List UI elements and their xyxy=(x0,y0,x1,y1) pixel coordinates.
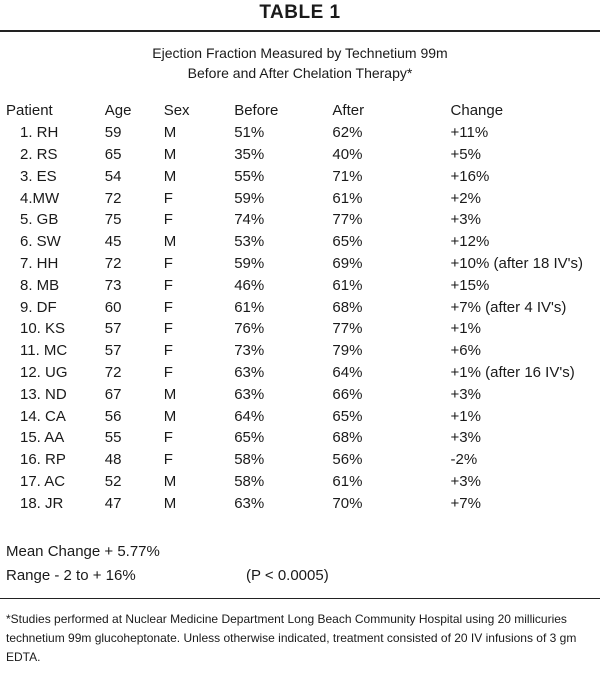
cell-age: 72 xyxy=(104,363,122,381)
table-row xyxy=(6,296,600,318)
cell-age: 72 xyxy=(104,189,122,207)
table-row xyxy=(6,383,600,405)
top-rule xyxy=(0,30,600,32)
table-row xyxy=(6,165,600,187)
cell-sex: F xyxy=(163,189,173,207)
table-row xyxy=(6,405,600,427)
cell-sex: M xyxy=(163,494,177,512)
cell-change: +10% (after 18 IV's) xyxy=(450,254,584,272)
cell-change: +1% xyxy=(450,407,481,425)
cell-before: 55% xyxy=(234,167,265,185)
cell-age: 59 xyxy=(104,124,122,142)
cell-sex: F xyxy=(163,298,173,316)
header-sex: Sex xyxy=(163,102,190,120)
cell-patient: 18. JR xyxy=(20,494,64,512)
cell-after: 65% xyxy=(332,407,363,425)
cell-after: 79% xyxy=(332,342,363,360)
cell-change: +3% xyxy=(450,211,481,229)
cell-age: 57 xyxy=(104,320,122,338)
cell-before: 46% xyxy=(234,276,265,294)
cell-change: +2% xyxy=(450,189,481,207)
cell-sex: M xyxy=(163,124,177,142)
cell-patient: 10. KS xyxy=(20,320,66,338)
cell-change: +7% xyxy=(450,494,481,512)
cell-age: 60 xyxy=(104,298,122,316)
table-row xyxy=(6,340,600,362)
cell-before: 35% xyxy=(234,145,265,163)
cell-change: +7% (after 4 IV's) xyxy=(450,298,567,316)
cell-after: 62% xyxy=(332,124,363,142)
cell-age: 73 xyxy=(104,276,122,294)
cell-age: 57 xyxy=(104,342,122,360)
cell-after: 56% xyxy=(332,451,363,469)
cell-sex: M xyxy=(163,233,177,251)
cell-change: +6% xyxy=(450,342,481,360)
cell-patient: 15. AA xyxy=(20,429,65,447)
cell-before: 51% xyxy=(234,124,265,142)
cell-sex: F xyxy=(163,363,173,381)
cell-patient: 13. ND xyxy=(20,385,67,403)
cell-after: 68% xyxy=(332,298,363,316)
cell-sex: F xyxy=(163,342,173,360)
cell-after: 61% xyxy=(332,276,363,294)
table-row xyxy=(6,492,600,514)
header-age: Age xyxy=(104,102,132,120)
cell-after: 70% xyxy=(332,494,363,512)
cell-patient: 2. RS xyxy=(20,145,58,163)
cell-sex: M xyxy=(163,145,177,163)
header-patient: Patient xyxy=(6,102,53,120)
table-row xyxy=(6,231,600,253)
cell-before: 58% xyxy=(234,472,265,490)
cell-change: -2% xyxy=(450,451,478,469)
table-row xyxy=(6,253,600,275)
cell-before: 63% xyxy=(234,494,265,512)
cell-sex: F xyxy=(163,451,173,469)
cell-sex: F xyxy=(163,254,173,272)
table-row xyxy=(6,471,600,493)
table-row xyxy=(6,187,600,209)
cell-after: 65% xyxy=(332,233,363,251)
header-after: After xyxy=(332,102,365,120)
cell-patient: 11. MC xyxy=(20,342,68,360)
cell-change: +12% xyxy=(450,233,490,251)
cell-sex: M xyxy=(163,472,177,490)
cell-after: 77% xyxy=(332,211,363,229)
cell-age: 56 xyxy=(104,407,122,425)
data-table xyxy=(6,100,600,514)
cell-sex: M xyxy=(163,385,177,403)
cell-patient: 12. UG xyxy=(20,363,68,381)
table-subtitle-line2: Before and After Chelation Therapy* xyxy=(187,65,413,81)
cell-before: 58% xyxy=(234,451,265,469)
cell-before: 59% xyxy=(234,189,265,207)
cell-sex: M xyxy=(163,167,177,185)
cell-before: 76% xyxy=(234,320,265,338)
table-row xyxy=(6,427,600,449)
cell-patient: 16. RP xyxy=(20,451,66,469)
cell-patient: 14. CA xyxy=(20,407,66,425)
cell-patient: 17. AC xyxy=(20,472,66,490)
cell-before: 63% xyxy=(234,363,265,381)
table-row xyxy=(6,209,600,231)
cell-change: +15% xyxy=(450,276,490,294)
table-row xyxy=(6,122,600,144)
range: Range - 2 to + 16% xyxy=(6,567,136,584)
cell-patient: 3. ES xyxy=(20,167,57,185)
header-change: Change xyxy=(450,102,504,120)
cell-before: 64% xyxy=(234,407,265,425)
cell-patient: 7. HH xyxy=(20,254,59,272)
cell-patient: 1. RH xyxy=(20,124,59,142)
cell-age: 72 xyxy=(104,254,122,272)
cell-patient: 6. SW xyxy=(20,233,61,251)
cell-age: 54 xyxy=(104,167,122,185)
cell-patient: 5. GB xyxy=(20,211,59,229)
cell-age: 47 xyxy=(104,494,122,512)
cell-after: 66% xyxy=(332,385,363,403)
cell-after: 40% xyxy=(332,145,363,163)
cell-after: 69% xyxy=(332,254,363,272)
cell-before: 65% xyxy=(234,429,265,447)
cell-age: 65 xyxy=(104,145,122,163)
table-title: TABLE 1 xyxy=(259,2,341,23)
cell-sex: F xyxy=(163,276,173,294)
header-row xyxy=(6,100,600,122)
mean-change: Mean Change + 5.77% xyxy=(6,543,160,560)
cell-before: 61% xyxy=(234,298,265,316)
cell-after: 71% xyxy=(332,167,363,185)
cell-patient: 4.MW xyxy=(20,189,60,207)
cell-age: 67 xyxy=(104,385,122,403)
cell-after: 68% xyxy=(332,429,363,447)
cell-before: 74% xyxy=(234,211,265,229)
cell-after: 61% xyxy=(332,472,363,490)
cell-sex: F xyxy=(163,320,173,338)
cell-after: 64% xyxy=(332,363,363,381)
cell-sex: F xyxy=(163,429,173,447)
cell-before: 53% xyxy=(234,233,265,251)
footnote-rule xyxy=(0,598,600,599)
cell-age: 48 xyxy=(104,451,122,469)
header-before: Before xyxy=(234,102,279,120)
cell-sex: F xyxy=(163,211,173,229)
cell-after: 61% xyxy=(332,189,363,207)
p-value: (P < 0.0005) xyxy=(246,567,329,584)
cell-age: 45 xyxy=(104,233,122,251)
cell-change: +1% (after 16 IV's) xyxy=(450,363,575,381)
cell-before: 59% xyxy=(234,254,265,272)
table-row xyxy=(6,318,600,340)
table-subtitle-line1: Ejection Fraction Measured by Technetium 99m xyxy=(152,45,448,61)
cell-age: 52 xyxy=(104,472,122,490)
table-row xyxy=(6,274,600,296)
table-row xyxy=(6,449,600,471)
cell-change: +5% xyxy=(450,145,481,163)
cell-change: +1% xyxy=(450,320,481,338)
footnote: *Studies performed at Nuclear Medicine Department Long Beach Community Hospital using 20 millicuries technetium 99m glucoheptonate. Unless otherwise indicated, treatment consisted of 20 IV infusions of 3 gm EDTA. xyxy=(6,612,577,664)
table-body xyxy=(6,122,600,514)
cell-change: +3% xyxy=(450,429,481,447)
table-row xyxy=(6,144,600,166)
cell-patient: 8. MB xyxy=(20,276,60,294)
cell-after: 77% xyxy=(332,320,363,338)
table-row xyxy=(6,362,600,384)
cell-change: +3% xyxy=(450,472,481,490)
cell-change: +16% xyxy=(450,167,490,185)
cell-change: +11% xyxy=(450,124,489,142)
cell-change: +3% xyxy=(450,385,481,403)
cell-before: 73% xyxy=(234,342,265,360)
cell-age: 75 xyxy=(104,211,122,229)
cell-age: 55 xyxy=(104,429,122,447)
cell-sex: M xyxy=(163,407,177,425)
cell-before: 63% xyxy=(234,385,265,403)
cell-patient: 9. DF xyxy=(20,298,57,316)
